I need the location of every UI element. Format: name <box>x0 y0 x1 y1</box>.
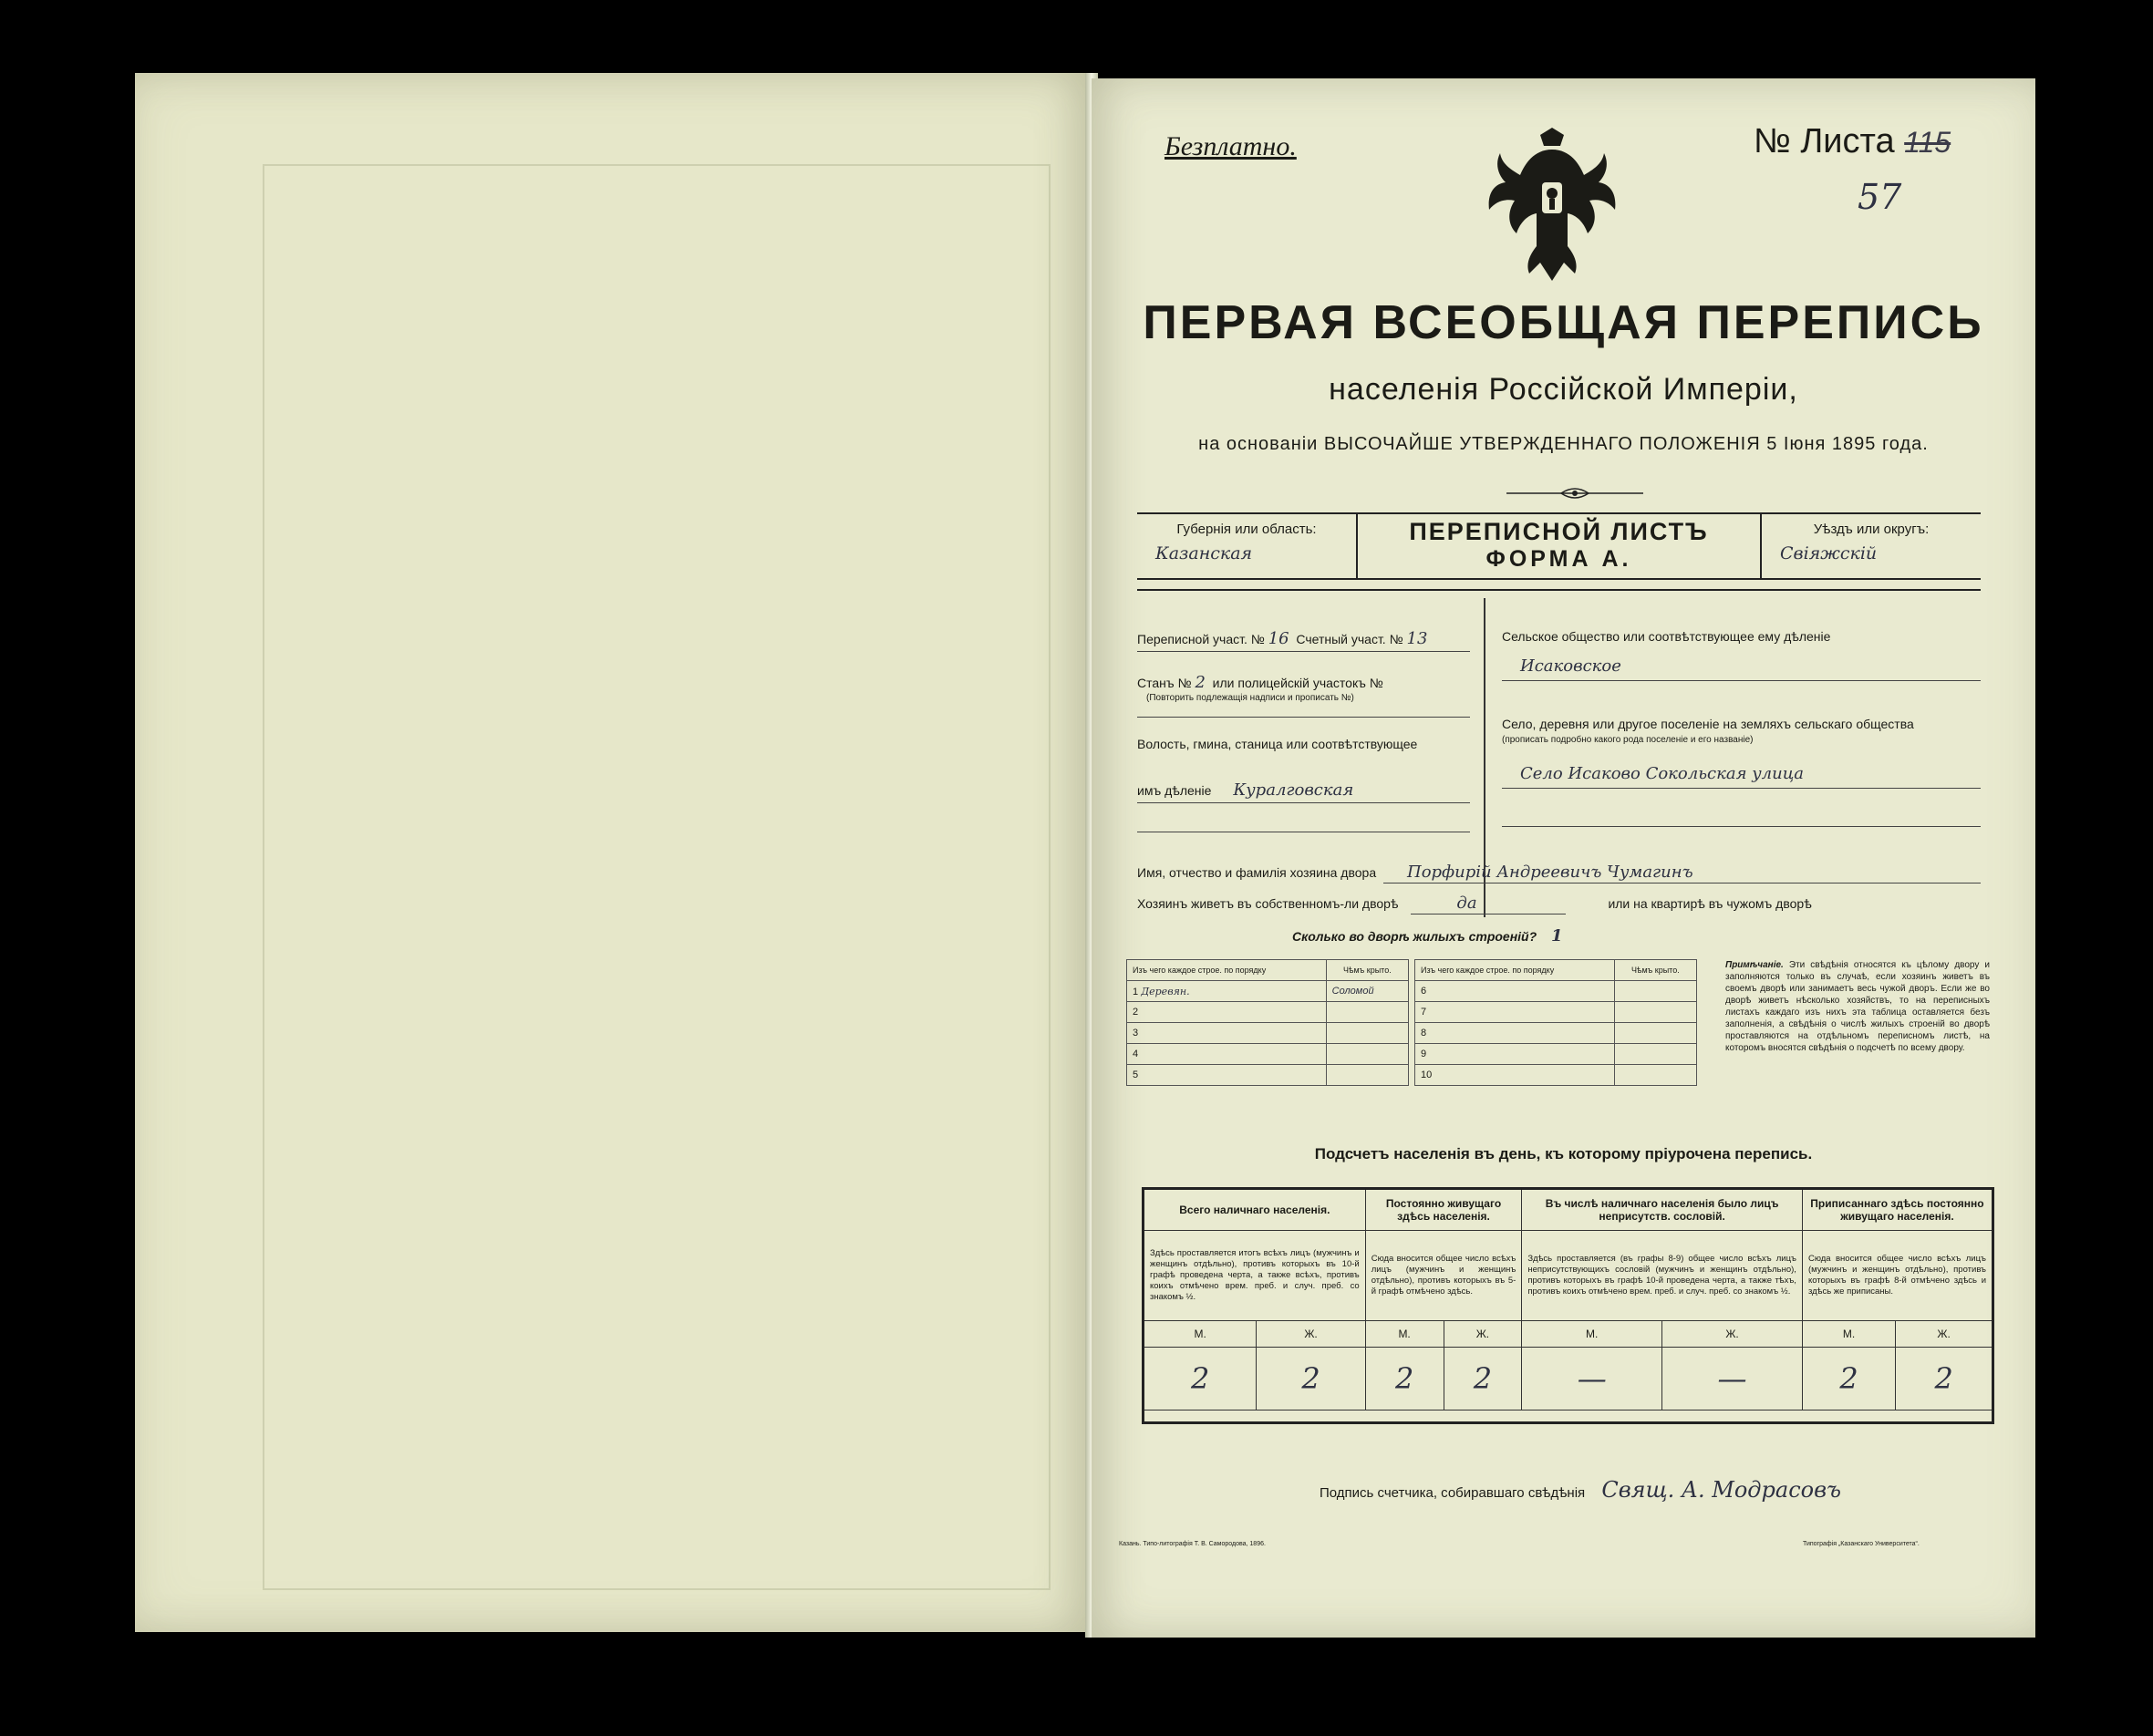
count-value: 2 <box>1444 1348 1522 1410</box>
row1-roof: Соломой <box>1326 981 1408 1002</box>
form-type-line1: ПЕРЕПИСНОЙ ЛИСТЪ <box>1409 518 1709 545</box>
left-page <box>135 73 1088 1632</box>
signature-field <box>1320 1477 1841 1503</box>
buildings-row: 8 <box>1415 1023 1615 1044</box>
buildings-row: 4 <box>1127 1044 1327 1065</box>
count-value: — <box>1662 1348 1803 1410</box>
village-label: Село, деревня или другое поселеніе на земляхъ сельскаго общества <box>1502 717 1914 731</box>
rule <box>1137 802 1470 803</box>
sheet-number-label: № Листа <box>1754 122 1895 160</box>
buildings-row: 10 <box>1415 1065 1615 1086</box>
buildings-row: 3 <box>1127 1023 1327 1044</box>
rented-label: или на квартирѣ въ чужомъ дворѣ <box>1608 896 1812 911</box>
district-cell <box>1760 514 1981 578</box>
census-form-page <box>1092 78 2035 1638</box>
volost-label-2: имъ дѣленіе <box>1137 783 1212 798</box>
village-note: (прописать подробно какого рода поселеніе и его названіе) <box>1502 735 1754 745</box>
male-label: М. <box>1802 1321 1895 1348</box>
female-label: Ж. <box>1257 1321 1365 1348</box>
rule <box>1137 717 1470 718</box>
buildings-row: 5 <box>1127 1065 1327 1086</box>
buildings-col-material: Изъ чего каждое строе. по порядку <box>1127 960 1327 981</box>
sheet-number <box>1754 122 1951 161</box>
province-value: Казанская <box>1155 543 1253 563</box>
male-label: М. <box>1144 1321 1257 1348</box>
province-cell <box>1137 514 1358 578</box>
legal-basis: на основаніи ВЫСОЧАЙШЕ УТВЕРЖДЕННАГО ПОЛОЖЕНІЯ 5 Іюня 1895 года. <box>1198 434 1929 454</box>
form-type <box>1356 518 1762 573</box>
count-value: 2 <box>1802 1348 1895 1410</box>
own-yard-value: да <box>1456 894 1477 913</box>
own-yard-field <box>1137 894 1812 913</box>
signature-label: Подпись счетчика, собиравшаго свѣдѣнія <box>1320 1485 1586 1501</box>
printer-note-right: Типографія „Казанскаго Университета“. <box>1803 1541 1920 1547</box>
volost-value: Куралговская <box>1233 780 1354 800</box>
group-desc: Здѣсь проставляется (въ графы 8-9) общее число всѣхъ лицъ неприсутствующихъ сословій (мужчинъ и женщинъ отдѣльно), противъ которыхъ въ графѣ 10-й проведена черта, а также тѣхъ, противъ коихъ отмѣчено врем. преб. и случ. преб. со знакомъ ½. <box>1522 1231 1803 1321</box>
district-caption: Уѣздъ или округъ: <box>1813 522 1930 537</box>
village-value: Село Исаково Сокольская улица <box>1520 764 1805 783</box>
male-label: М. <box>1522 1321 1662 1348</box>
buildings-row: 9 <box>1415 1044 1615 1065</box>
count-value: 2 <box>1144 1348 1257 1410</box>
sheet-number-handwritten: 57 <box>1858 177 1902 217</box>
group-head: Постоянно живущаго здѣсь населенія. <box>1365 1189 1522 1231</box>
society-label: Сельское общество или соотвѣтствующее ему дѣленіе <box>1502 629 1831 644</box>
buildings-table-left <box>1126 959 1409 1086</box>
census-section-value: 16 <box>1268 629 1289 648</box>
signature-value: Свящ. А. Модрасовъ <box>1601 1477 1842 1503</box>
rule <box>1137 651 1470 652</box>
rule <box>1502 826 1981 827</box>
note-head: Примѣчаніе. <box>1725 960 1784 970</box>
group-desc: Здѣсь проставляется итогъ всѣхъ лицъ (мужчинъ и женщинъ отдѣльно), противъ которыхъ въ 10-й графѣ проведена черта, а также всѣхъ, противъ коихъ отмѣчено врем. преб. и случ. преб. со знакомъ ½. <box>1144 1231 1366 1321</box>
buildings-col-roof: Чѣмъ крыто. <box>1326 960 1408 981</box>
header-underline <box>1137 589 1981 591</box>
female-label: Ж. <box>1896 1321 1993 1348</box>
society-value: Исаковское <box>1520 656 1621 676</box>
buildings-row: 1 Деревян. <box>1127 981 1327 1002</box>
owner-field <box>1137 863 1693 882</box>
buildings-row: 2 <box>1127 1002 1327 1023</box>
form-type-line2: ФОРМА А. <box>1485 546 1632 572</box>
owner-value: Порфирій Андреевичъ Чумагинъ <box>1407 863 1693 882</box>
rule <box>1383 883 1981 884</box>
volost-label: Волость, гмина, станица или соотвѣтствующее <box>1137 737 1418 751</box>
owner-label: Имя, отчество и фамилія хозяина двора <box>1137 865 1377 880</box>
double-headed-eagle-icon <box>1484 128 1620 283</box>
count-value: — <box>1522 1348 1662 1410</box>
camp-field <box>1137 673 1383 692</box>
buildings-table-right <box>1414 959 1697 1086</box>
census-section-label: Переписной участ. № <box>1137 632 1265 646</box>
printer-note-left: Казань. Типо-литографія Т. В. Самородова, 1896. <box>1119 1541 1266 1547</box>
count-section-value: 13 <box>1406 629 1428 648</box>
ornament-divider-icon <box>1506 484 1643 502</box>
population-count-table <box>1142 1187 1994 1424</box>
buildings-row: 7 <box>1415 1002 1615 1023</box>
count-section-label: Счетный участ. № <box>1296 632 1403 646</box>
count-value: 2 <box>1365 1348 1444 1410</box>
province-caption: Губернія или область: <box>1176 522 1317 537</box>
free-label: Безплатно. <box>1164 131 1297 161</box>
buildings-label: Сколько во дворѣ жилыхъ строеній? <box>1292 929 1537 944</box>
repeat-note: (Повторить подлежащія надписи и прописать №) <box>1146 693 1354 703</box>
police-section-label: или полицейскій участокъ № <box>1212 676 1383 690</box>
camp-label: Станъ № <box>1137 676 1192 690</box>
buildings-note <box>1725 959 1990 1054</box>
buildings-col-roof: Чѣмъ крыто. <box>1614 960 1696 981</box>
volost-field <box>1137 780 1353 800</box>
note-text: Эти свѣдѣнія относятся къ цѣлому двору и заполняются только въ случаѣ, если хозяинъ живетъ въ своемъ дворѣ или занимаетъ весь чужой дворъ. Если же во дворѣ живетъ нѣсколько хозяйствъ, то на переписныхъ листахъ каждаго изъ нихъ эта таблица оставляется безъ заполненія, а свѣдѣнія о числѣ жилыхъ строеній во дворѣ проставляются на отдѣльномъ переписномъ листѣ, на которомъ вносятся свѣдѣнія о подсчетѣ по всему двору. <box>1725 960 1991 1053</box>
census-title: ПЕРВАЯ ВСЕОБЩАЯ ПЕРЕПИСЬ <box>1143 296 1984 349</box>
buildings-col-material: Изъ чего каждое строе. по порядку <box>1415 960 1615 981</box>
camp-value: 2 <box>1195 673 1206 692</box>
buildings-value: 1 <box>1551 926 1563 946</box>
bleed-through-frame <box>263 164 1051 1590</box>
sheet-number-struck: 115 <box>1904 126 1951 159</box>
district-value: Свіяжскій <box>1780 543 1878 563</box>
form-header-box <box>1137 512 1981 580</box>
count-title: Подсчетъ населенія въ день, къ которому пріурочена перепись. <box>1314 1145 1813 1162</box>
male-label: М. <box>1365 1321 1444 1348</box>
own-yard-label: Хозяинъ живетъ въ собственномъ-ли дворѣ <box>1137 896 1399 911</box>
census-subtitle: населенія Россійской Имперіи, <box>1329 372 1798 407</box>
female-label: Ж. <box>1444 1321 1522 1348</box>
row1-material: Деревян. <box>1141 985 1190 997</box>
group-head: Приписаннаго здѣсь постоянно живущаго населенія. <box>1802 1189 1993 1231</box>
count-value: 2 <box>1257 1348 1365 1410</box>
group-head: Въ числѣ наличнаго населенія было лицъ неприсутств. сословій. <box>1522 1189 1803 1231</box>
buildings-row: 6 <box>1415 981 1615 1002</box>
group-head: Всего наличнаго населенія. <box>1144 1189 1366 1231</box>
census-section-field <box>1137 629 1427 648</box>
female-label: Ж. <box>1662 1321 1803 1348</box>
count-value: 2 <box>1896 1348 1993 1410</box>
buildings-field <box>1292 926 1563 946</box>
group-desc: Сюда вносится общее число всѣхъ лицъ (мужчинъ и женщинъ отдѣльно), противъ которыхъ въ 5-й графѣ отмѣчено здѣсь. <box>1365 1231 1522 1321</box>
rule <box>1502 788 1981 789</box>
rule <box>1502 680 1981 681</box>
group-desc: Сюда вносится общее число всѣхъ лицъ (мужчинъ и женщинъ отдѣльно), противъ которыхъ въ графѣ 8-й отмѣчено здѣсь и здѣсь же приписаны. <box>1802 1231 1993 1321</box>
